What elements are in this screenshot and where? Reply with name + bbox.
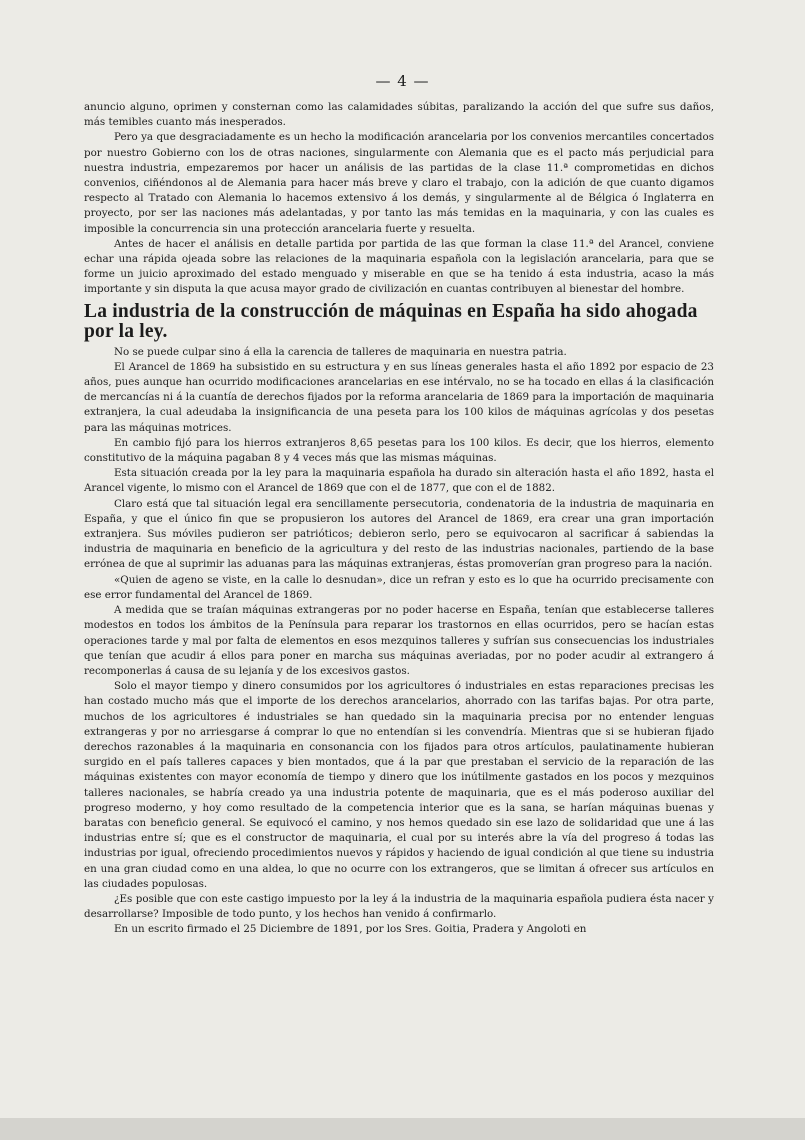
- paragraph-continues: En un escrito firmado el 25 Diciembre de 1891, por los Sres. Goitia, Pradera y Angoloti en: [114, 923, 587, 936]
- body-text: [84, 100, 714, 938]
- paragraph: Esta situación creada por la ley para la maquinaria española ha durado sin alteración hasta el año 1892, hasta el Arancel vigente, lo mismo con el Arancel de 1869 que con el de 1877, que con el de 1882.: [84, 467, 714, 495]
- paragraph: ¿Es posible que con este castigo impuesto por la ley á la industria de la maquinaria española pudiera ésta nacer y desarrollarse? Imposible de todo punto, y los hechos han venido á confirmarlo.: [84, 892, 714, 921]
- page-bottom-edge: [0, 1118, 805, 1140]
- section-heading: La industria de la construcción de máquinas en España ha sido ahogada por la ley.: [84, 300, 698, 342]
- paragraph: «Quien de ageno se viste, en la calle lo desnudan», dice un refran y esto es lo que ha ocurrido precisamente con ese error fundamental del Arancel de 1869.: [84, 573, 714, 601]
- paragraph: En cambio fijó para los hierros extranjeros 8,65 pesetas para los 100 kilos. Es decir, que los hierros, elemento constitutivo de la máquina pagaban 8 y 4 veces más que las mismas máquinas.: [84, 436, 714, 465]
- paragraph: Claro está que tal situación legal era sencillamente persecutoria, condenatoria de la industria de maquinaria en España, y que el único fin que se propusieron los autores del Arancel de 1869, era crear una gran importación extranjera. Sus móviles pudieron ser patrióticos; debieron serlo, pero se equivocaron al sacrificar á sabiendas la industria de maquinaria en beneficio de la agricultura y del resto de las industrias nacionales, partiendo de la base errónea de que al suprimir las aduanas para las máquinas extranjeras, éstas promoverían gran progreso para la nación.: [84, 497, 714, 571]
- paragraph: Pero ya que desgraciadamente es un hecho la modificación arancelaria por los convenios mercantiles concertados por nuestro Gobierno con los de otras naciones, singularmente con Alemania que es el pacto más perjudicial para nuestra industria, empezaremos por hacer un análisis de las partidas de la clase 11.ª comprometidas en dichos convenios, ciñéndonos al de Alemania para hacer más breve y claro el trabajo, con la adición de que cuanto digamos respecto al Tratado con Alemania lo hacemos extensivo á los demás, y singularmente al de Bélgica ó Inglaterra en proyecto, por ser las naciones más adelantadas, y por tanto las más temidas en la maquinaria, y con las cuales es imposible la concurrencia sin una protección arancelaria fuerte y resuelta.: [84, 131, 714, 235]
- paragraph-continuation: anuncio alguno, oprimen y consternan como las calamidades súbitas, paralizando la acción del que sufre sus daños, más temibles cuanto más inesperados.: [84, 101, 714, 129]
- paragraph: Antes de hacer el análisis en detalle partida por partida de las que forman la clase 11.ª del Arancel, conviene echar una rápida ojeada sobre las relaciones de la maquinaria española con la legislación arancelaria, para que se forme un juicio aproximado del estado menguado y miserable en que se ha tenido á esta industria, acaso la más importante y sin disputa la que acusa mayor grado de civilización en cuantas contribuyen al bienestar del hombre.: [84, 237, 714, 296]
- paragraph: No se puede culpar sino á ella la carencia de talleres de maquinaria en nuestra patria.: [114, 345, 567, 358]
- paragraph: El Arancel de 1869 ha subsistido en su estructura y en sus líneas generales hasta el año 1892 por espacio de 23 años, pues aunque han ocurrido modificaciones arancelarias en ese intérvalo, no se ha tocado en ellas á la clasificación de mercancías ni á la cuantía de derechos fijados por la reforma arancelaria de 1869 para la importación de maquinaria extranjera, la cual adeudaba la insignificancia de una peseta para los 100 kilos de máquinas agrícolas y dos pesetas para las máquinas motrices.: [84, 360, 714, 434]
- paragraph: A medida que se traían máquinas extrangeras por no poder hacerse en España, tenían que establecerse talleres modestos en todos los ámbitos de la Península para reparar los trastornos en ellas ocurridos, pero se hacían estas operaciones tarde y mal por falta de elementos en esos mezquinos talleres y sufrían sus consecuencias los industriales que tenían que acudir á ellos para poner en marcha sus máquinas averiadas, por no poder acudir al extrangero á recomponerlas á causa de su lejanía y de los excesivos gastos.: [84, 604, 714, 677]
- paragraph: Solo el mayor tiempo y dinero consumidos por los agricultores ó industriales en estas reparaciones precisas les han costado mucho más que el importe de los derechos arancelarios, ahorrado con las tarifas bajas. Por otra parte, muchos de los agricultores é industriales se han quedado sin la maquinaria precisa por no entender lenguas extrangeras y por no arriesgarse á comprar lo que no entendían si les convendría. Mientras que si se hubieran fijado derechos razonables á la maquinaria en consonancia con los fijados para otros artículos, paulatinamente hubieran surgido en el país talleres capaces y bien montados, que á la par que prestaban el servicio de la reparación de las máquinas existentes con mayor economía de tiempo y dinero que los inútilmente gastados en los pocos y mezquinos talleres nacionales, se habría creado ya una industria potente de maquinaria, que es el más poderoso auxiliar del progreso moderno, y hoy como resultado de la competencia interior que es la sana, se harían máquinas buenas y baratas con beneficio general. Se equivocó el camino, y nos hemos quedado sin ese lazo de solidaridad que une á las industrias entre sí; que es el constructor de maquinaria, el cual por su interés abre la vía del progreso á todas las industrias por igual, ofreciendo procedimientos nuevos y rápidos y haciendo de igual condición al que tiene su industria en una gran ciudad como en una aldea, lo que no ocurre con los extrangeros, que se limitan á ofrecer sus artículos en las ciudades populosas.: [84, 680, 714, 890]
- page-number: — 4 —: [375, 72, 430, 90]
